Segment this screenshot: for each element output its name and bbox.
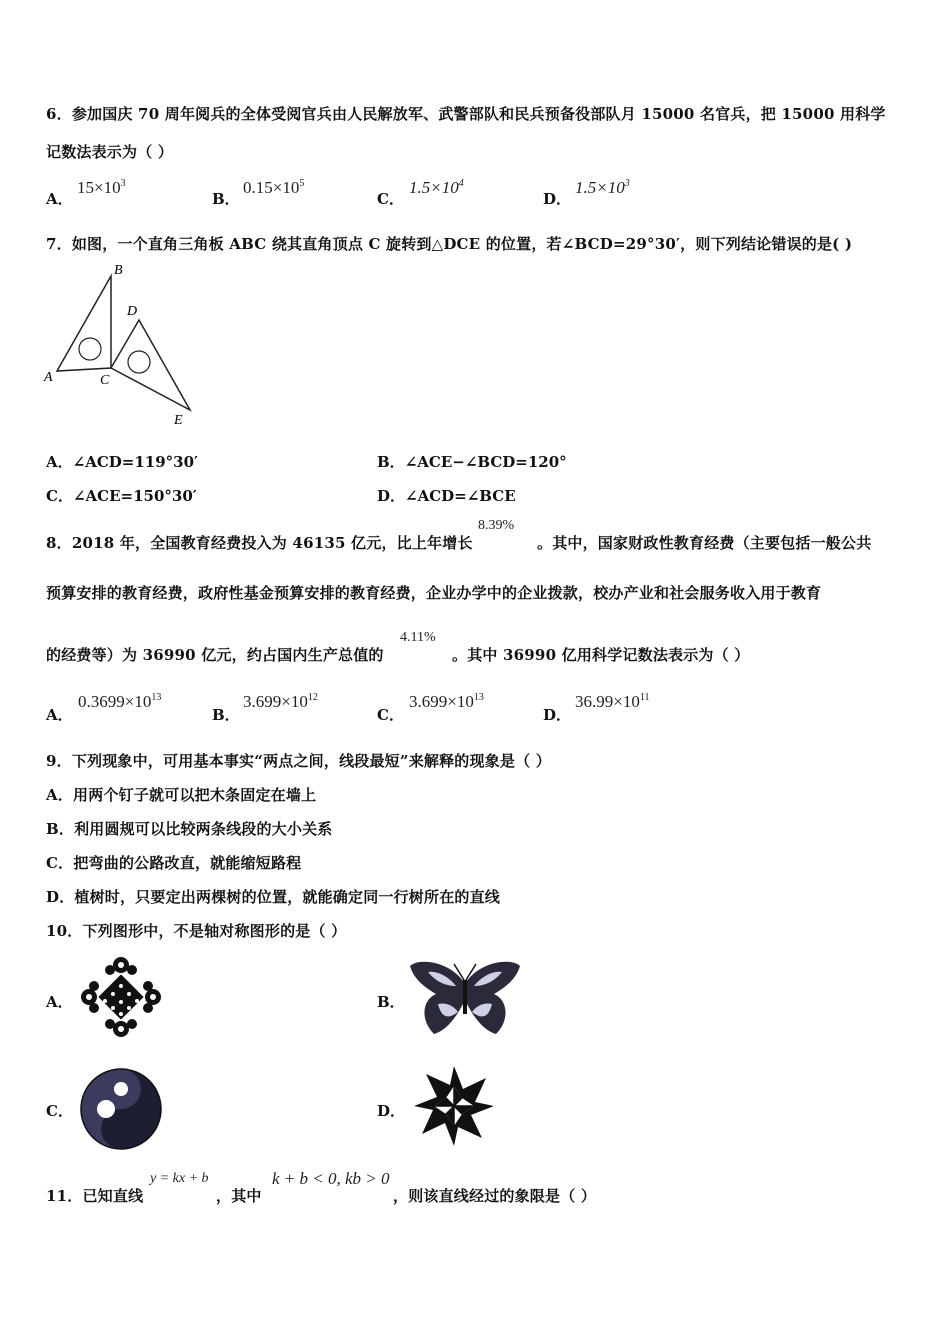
q10-option-a-label: A． xyxy=(46,993,73,1011)
q11-stem-c: ，则该直线经过的象限是（ ） xyxy=(393,1187,597,1205)
q6-option-b-value: $0.15\times 10^5$ xyxy=(243,178,305,197)
q6-option-d-label: D． xyxy=(543,190,572,208)
q11-condition: k + b < 0, kb > 0 xyxy=(272,1169,390,1188)
q10-option-b-label: B． xyxy=(377,993,405,1011)
triangle-abc xyxy=(57,276,111,371)
triangle-dce-hole xyxy=(128,351,150,373)
q11-stem-b: ，其中 xyxy=(216,1187,262,1205)
chinese-knot-figure xyxy=(80,956,162,1038)
q8-option-d-label: D． xyxy=(543,706,572,724)
q9-option-b: B．利用圆规可以比较两条线段的大小关系 xyxy=(46,820,333,838)
q11-equation: y = kx + b xyxy=(150,1171,209,1186)
q8-line2: 预算安排的教育经费，政府性基金预算安排的教育经费，企业办学中的企业拨款，校办产业和社会服务收入用于教育 xyxy=(46,584,822,602)
q10-option-c-label: C． xyxy=(46,1102,73,1120)
q9-option-c: C．把弯曲的公路改直，就能缩短路程 xyxy=(46,854,302,872)
q6-option-b-label: B． xyxy=(212,190,240,208)
label-d: D xyxy=(127,304,138,319)
label-e: E xyxy=(174,413,183,428)
q6-stem-line2: 记数法表示为（ ） xyxy=(46,143,174,161)
q6-option-a-value: $15\times 10^3$ xyxy=(77,178,126,197)
q8-line1a: 8．2018 年，全国教育经费投入为 46135 亿元，比上年增长 xyxy=(46,534,473,552)
triangle-dce xyxy=(111,320,190,410)
q9-option-d: D．植树时，只要定出两棵树的位置，就能确定同一行树所在的直线 xyxy=(46,888,501,906)
q9-stem: 9．下列现象中，可用基本事实“两点之间，线段最短”来解释的现象是（ ） xyxy=(46,752,551,770)
q8-option-b-value: $3.699\times 10^{12}$ xyxy=(243,692,318,711)
q8-line3b: 。其中 36990 亿用科学记数法表示为（ ） xyxy=(452,646,750,664)
butterfly-figure xyxy=(408,958,522,1038)
q7-option-c: C．∠ACE=150°30′ xyxy=(46,487,197,505)
q6-option-c-value: $1.5\times 10^4$ xyxy=(409,178,464,197)
q8-option-c-label: C． xyxy=(377,706,404,724)
q7-triangle-figure xyxy=(40,260,200,430)
q8-ratio-value: 4.11% xyxy=(400,630,436,645)
q6-option-d-value: $1.5\times 10^3$ xyxy=(575,178,630,197)
q9-option-a: A．用两个钉子就可以把木条固定在墙上 xyxy=(46,786,317,804)
label-a: A xyxy=(44,370,53,385)
eight-point-star-figure xyxy=(412,1064,496,1148)
q6-option-c-label: C． xyxy=(377,190,404,208)
q7-option-b: B．∠ACE−∠BCD=120° xyxy=(377,453,567,471)
q8-option-d-value: $36.99\times 10^{11}$ xyxy=(575,692,650,711)
q8-option-b-label: B． xyxy=(212,706,240,724)
q7-option-d: D．∠ACD=∠BCE xyxy=(377,487,516,505)
q10-stem: 10．下列图形中，不是轴对称图形的是（ ） xyxy=(46,922,347,940)
label-b: B xyxy=(114,263,123,278)
q8-option-c-value: $3.699\times 10^{13}$ xyxy=(409,692,484,711)
triangle-abc-hole xyxy=(79,338,101,360)
q8-option-a-label: A． xyxy=(46,706,73,724)
q10-option-d-label: D． xyxy=(377,1102,406,1120)
q6-stem-line1: 6．参加国庆 70 周年阅兵的全体受阅官兵由人民解放军、武警部队和民兵预备役部队月 15000 名官兵，把 15000 用科学 xyxy=(46,105,886,123)
label-c: C xyxy=(100,373,110,388)
yin-yang-figure xyxy=(80,1068,162,1150)
q8-growth-value: 8.39% xyxy=(478,518,515,533)
q7-stem: 7．如图，一个直角三角板 ABC 绕其直角顶点 C 旋转到△DCE 的位置，若∠BCD=29°30′，则下列结论错误的是( ) xyxy=(46,235,853,253)
q8-line3a: 的经费等）为 36990 亿元，约占国内生产总值的 xyxy=(46,646,384,664)
q8-option-a-value: $0.3699\times 10^{13}$ xyxy=(78,692,162,711)
q6-option-a-label: A． xyxy=(46,190,73,208)
q8-line1b: 。其中，国家财政性教育经费（主要包括一般公共 xyxy=(537,534,872,552)
q11-stem-a: 11．已知直线 xyxy=(46,1187,144,1205)
q7-option-a: A．∠ACD=119°30′ xyxy=(46,453,199,471)
